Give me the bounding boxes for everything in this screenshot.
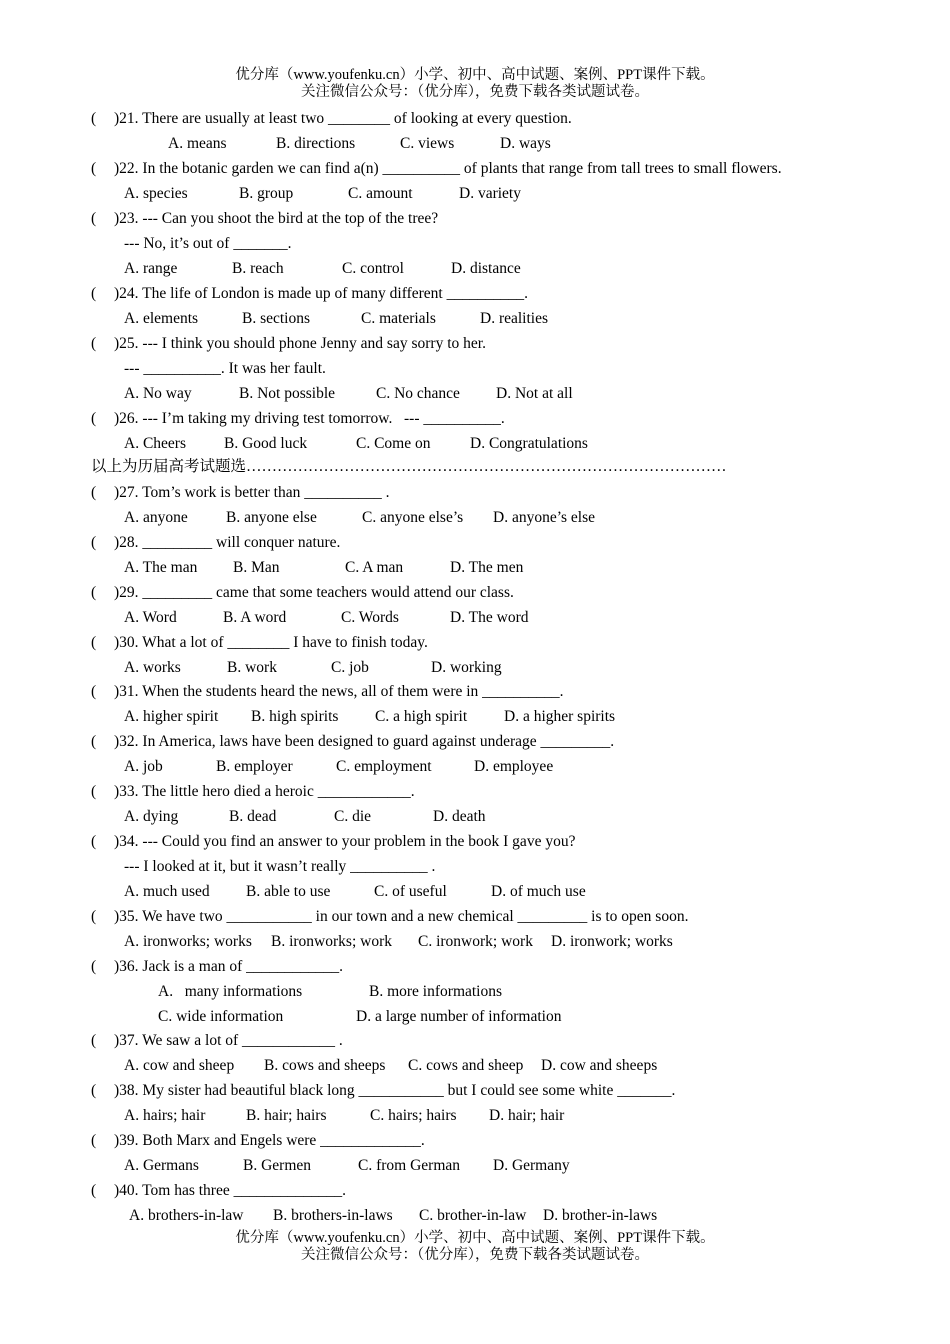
q26-option-c: C. Come on — [356, 435, 431, 452]
q33-option-b: B. dead — [229, 808, 277, 825]
question-35: ( )35. We have two ___________ in our town and a new chemical _________ is to open soon. — [91, 908, 689, 925]
q21-option-d: D. ways — [500, 135, 551, 152]
page-footer — [0, 1230, 950, 1264]
q37-option-c: C. cows and sheep — [408, 1057, 524, 1074]
footer-line-1: 优分库（www.youfenku.cn）小学、初中、高中试题、案例、PPT课件下载。 — [235, 1230, 715, 1246]
q38-option-d: D. hair; hair — [489, 1107, 565, 1124]
question-31: ( )31. When the students heard the news, all of them were in __________. — [91, 683, 564, 700]
q31-option-a: A. higher spirit — [124, 708, 219, 725]
q23-stem-2: --- No, it’s out of _______. — [124, 235, 292, 252]
q38-option-c: C. hairs; hairs — [370, 1107, 457, 1124]
footer-line-2: 关注微信公众号：（优分库），免费下载各类试题试卷。 — [301, 1247, 649, 1263]
question-25: ( )25. --- I think you should phone Jenny and say sorry to her. — [91, 335, 486, 352]
q22-option-b: B. group — [239, 185, 294, 202]
q36-option-c: C. wide information — [158, 1008, 284, 1025]
q35-option-b: B. ironworks; work — [271, 933, 392, 950]
q37-option-a: A. cow and sheep — [124, 1057, 235, 1074]
q27-option-c: C. anyone else’s — [362, 509, 464, 526]
q30-option-b: B. work — [227, 659, 277, 676]
q39-option-c: C. from German — [358, 1157, 461, 1174]
q40-option-b: B. brothers-in-laws — [273, 1207, 393, 1224]
q24-option-a: A. elements — [124, 310, 199, 327]
q27-option-a: A. anyone — [124, 509, 188, 526]
q24-option-c: C. materials — [361, 310, 436, 327]
question-29: ( )29. _________ came that some teachers would attend our class. — [91, 584, 514, 601]
section-separator: 以上为历届高考试题选………………………………………………………………………………… — [91, 458, 727, 475]
q30-option-a: A. works — [124, 659, 181, 676]
question-37: ( )37. We saw a lot of ____________ . — [91, 1032, 343, 1049]
q26-option-b: B. Good luck — [224, 435, 308, 452]
q32-option-b: B. employer — [216, 758, 293, 775]
q34-option-a: A. much used — [124, 883, 210, 900]
q21-option-c: C. views — [400, 135, 455, 152]
q32-option-a: A. job — [124, 758, 163, 775]
q34-stem-2: --- I looked at it, but it wasn’t really __________ . — [124, 858, 436, 875]
q27-option-b: B. anyone else — [226, 509, 317, 526]
page-header — [0, 67, 950, 101]
q33-option-c: C. die — [334, 808, 372, 825]
question-40: ( )40. Tom has three ______________. — [91, 1182, 346, 1199]
question-21: ( )21. There are usually at least two ________ of looking at every question. — [91, 110, 572, 127]
header-line-2: 关注微信公众号：（优分库），免费下载各类试题试卷。 — [301, 84, 649, 100]
q39-option-b: B. Germen — [243, 1157, 312, 1174]
q25-option-b: B. Not possible — [239, 385, 336, 402]
q30-option-d: D. working — [431, 659, 502, 676]
q34-option-c: C. of useful — [374, 883, 447, 900]
q25-option-a: A. No way — [124, 385, 192, 402]
question-36: ( )36. Jack is a man of ____________. — [91, 958, 344, 975]
q29-option-a: A. Word — [124, 609, 177, 626]
q38-option-a: A. hairs; hair — [124, 1107, 206, 1124]
q37-option-d: D. cow and sheeps — [541, 1057, 658, 1074]
question-32: ( )32. In America, laws have been designed to guard against underage _________. — [91, 733, 615, 750]
q36-option-b: B. more informations — [369, 983, 503, 1000]
q36-option-a: A. many informations — [158, 983, 303, 1000]
q39-option-d: D. Germany — [493, 1157, 570, 1174]
q35-option-d: D. ironwork; works — [551, 933, 673, 950]
q28-option-c: C. A man — [345, 559, 404, 576]
q35-option-a: A. ironworks; works — [124, 933, 252, 950]
q32-option-d: D. employee — [474, 758, 554, 775]
q30-option-c: C. job — [331, 659, 369, 676]
q40-option-a: A. brothers-in-law — [129, 1207, 244, 1224]
q21-option-b: B. directions — [276, 135, 356, 152]
q22-option-c: C. amount — [348, 185, 413, 202]
question-38: ( )38. My sister had beautiful black long ___________ but I could see some white _______. — [91, 1082, 676, 1099]
q40-option-d: D. brother-in-laws — [543, 1207, 658, 1224]
q27-option-d: D. anyone’s else — [493, 509, 596, 526]
q23-option-d: D. distance — [451, 260, 521, 277]
header-line-1: 优分库（www.youfenku.cn）小学、初中、高中试题、案例、PPT课件下载。 — [235, 67, 715, 83]
q22-option-d: D. variety — [459, 185, 521, 202]
q33-option-a: A. dying — [124, 808, 179, 825]
q26-option-d: D. Congratulations — [470, 435, 588, 452]
question-39: ( )39. Both Marx and Engels were _____________. — [91, 1132, 425, 1149]
question-30: ( )30. What a lot of ________ I have to finish today. — [91, 634, 428, 651]
q40-option-c: C. brother-in-law — [419, 1207, 527, 1224]
q23-option-b: B. reach — [232, 260, 284, 277]
q26-option-a: A. Cheers — [124, 435, 186, 452]
q29-option-d: D. The word — [450, 609, 529, 626]
q25-option-d: D. Not at all — [496, 385, 573, 402]
q25-stem-2: --- __________. It was her fault. — [124, 360, 326, 377]
question-23: ( )23. --- Can you shoot the bird at the top of the tree? — [91, 210, 439, 227]
q38-option-b: B. hair; hairs — [246, 1107, 327, 1124]
q28-option-d: D. The men — [450, 559, 524, 576]
q23-option-c: C. control — [342, 260, 404, 277]
q24-option-b: B. sections — [242, 310, 311, 327]
q29-option-b: B. A word — [223, 609, 287, 626]
q31-option-d: D. a higher spirits — [504, 708, 616, 725]
q28-option-a: A. The man — [124, 559, 198, 576]
question-27: ( )27. Tom’s work is better than __________ . — [91, 484, 390, 501]
q22-option-a: A. species — [124, 185, 188, 202]
q34-option-d: D. of much use — [491, 883, 586, 900]
q29-option-c: C. Words — [341, 609, 399, 626]
question-22: ( )22. In the botanic garden we can find a(n) __________ of plants that range from tall trees to small flowers. — [91, 160, 782, 177]
question-33: ( )33. The little hero died a heroic ____________. — [91, 783, 415, 800]
q24-option-d: D. realities — [480, 310, 549, 327]
q34-option-b: B. able to use — [246, 883, 331, 900]
q28-option-b: B. Man — [233, 559, 280, 576]
question-34: ( )34. --- Could you find an answer to your problem in the book I gave you? — [91, 833, 576, 850]
question-26: ( )26. --- I’m taking my driving test tomorrow. --- __________. — [91, 410, 505, 427]
q31-option-b: B. high spirits — [251, 708, 339, 725]
q37-option-b: B. cows and sheeps — [264, 1057, 386, 1074]
q32-option-c: C. employment — [336, 758, 432, 775]
q25-option-c: C. No chance — [376, 385, 460, 402]
q35-option-c: C. ironwork; work — [418, 933, 533, 950]
q33-option-d: D. death — [433, 808, 486, 825]
q21-option-a: A. means — [168, 135, 227, 152]
question-24: ( )24. The life of London is made up of many different __________. — [91, 285, 528, 302]
q31-option-c: C. a high spirit — [375, 708, 468, 725]
question-28: ( )28. _________ will conquer nature. — [91, 534, 341, 551]
q39-option-a: A. Germans — [124, 1157, 199, 1174]
q36-option-d: D. a large number of information — [356, 1008, 562, 1025]
q23-option-a: A. range — [124, 260, 178, 277]
